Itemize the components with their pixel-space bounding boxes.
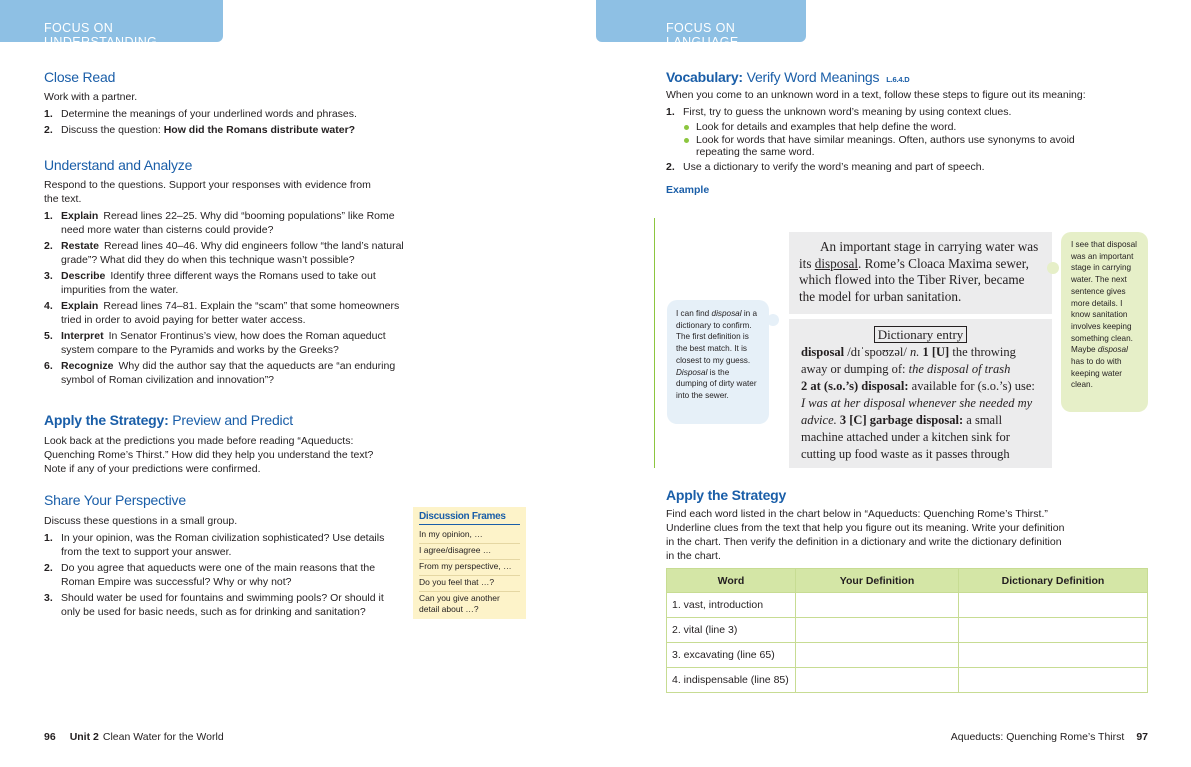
footer-left <box>44 731 224 743</box>
discussion-item: 2. Do you agree that aqueducts were one of the main reasons that the Roman Empire was successful? Why or why not? <box>44 562 376 588</box>
example-passage: An important stage in carrying water was its disposal. Rome’s Cloaca Maxima sewer, which flowed into the Tiber River, became the model for urban sanitation. <box>789 232 1052 314</box>
discussion-item: 3. Should water be used for fountains and swimming pools? Or should it only be used for basic needs, such as for drinking and sanitation? <box>44 592 384 618</box>
vocab-intro: When you come to an unknown word in a text, follow these steps to figure out its meaning: <box>666 89 1086 101</box>
question-item: 1. Explain Reread lines 22–25. Why did “booming populations” like Rome need more water than cisterns could provide? <box>44 210 395 236</box>
col-header-word: Word <box>667 569 796 593</box>
frame-item: Do you feel that …? <box>419 576 520 592</box>
chart-header-row <box>667 569 1148 593</box>
dictionary-definition-cell[interactable] <box>959 593 1148 618</box>
dictionary-definition-cell[interactable] <box>959 643 1148 668</box>
word-cell: 2. vital (line 3) <box>667 618 796 643</box>
frame-item: From my perspective, … <box>419 560 520 576</box>
dictionary-definition-cell[interactable] <box>959 668 1148 693</box>
question-item: 3. Describe Identify three different ways the Romans used to take out impurities from the water. <box>44 270 376 296</box>
note-connector-right <box>1047 262 1059 274</box>
question-item: 4. Explain Reread lines 74–81. Explain the “scam” that some homeowners tried in order to avoid paying for better water access. <box>44 300 400 326</box>
dictionary-definition-cell[interactable] <box>959 618 1148 643</box>
think-aloud-note-right: I see that disposal was an important stage in carrying water. The next sentence gives more details. I know sanitation involves keeping something clean. Maybe disposal has to do with keeping water clean. <box>1061 232 1148 412</box>
close-read-item: 2. Discuss the question: How did the Romans distribute water? <box>44 124 356 136</box>
apply-strategy-heading: Apply the Strategy <box>666 487 787 503</box>
question-item: 5. Interpret In Senator Frontinus’s view, how does the Roman aqueduct system compare to the Pyramids and works by the Greeks? <box>44 330 386 356</box>
think-aloud-note-left: I can find disposal in a dictionary to confirm. The first definition is the best match. It is closest to my guess. Disposal is the dumping of dirty water into the sewer. <box>667 300 769 424</box>
example-label: Example <box>666 183 710 196</box>
word-cell: 4. indispensable (line 85) <box>667 668 796 693</box>
note-connector-left <box>767 314 779 326</box>
example-rule <box>654 218 655 468</box>
table-row <box>667 618 1148 643</box>
vocabulary-chart <box>666 568 1148 693</box>
col-header-dictionary-definition: Dictionary Definition <box>959 569 1148 593</box>
page-number-left: 96 <box>44 731 56 743</box>
apply-strategy-text: Find each word listed in the chart below in “Aqueducts: Quenching Rome’s Thirst.” Underline clues from the text that help you figure out its meaning. Write your definition in the chart. Then verify the definition in a dictionary and write the dictionary definition in the chart. <box>666 508 1065 562</box>
your-definition-cell[interactable] <box>796 618 959 643</box>
word-cell: 1. vast, introduction <box>667 593 796 618</box>
understand-intro: Respond to the questions. Support your responses with evidence from the text. <box>44 179 371 205</box>
question-item: 2. Restate Reread lines 40–46. Why did engineers follow “the land’s natural grade”? What did they do when this technique wasn’t possible? <box>44 240 404 266</box>
close-read-item: 1. Determine the meanings of your underlined words and phrases. <box>44 108 357 120</box>
standard-code: L.6.4.D <box>886 75 910 84</box>
discussion-item: 1. In your opinion, was the Roman civilization sophisticated? Use details from the text to support your answer. <box>44 532 385 558</box>
close-read-intro: Work with a partner. <box>44 91 138 103</box>
apply-preview-section <box>44 412 389 476</box>
col-header-your-definition: Your Definition <box>796 569 959 593</box>
apply-strategy-section <box>666 487 1066 563</box>
frame-item: I agree/disagree … <box>419 544 520 560</box>
vocab-heading: Vocabulary: Verify Word Meanings L.6.4.D <box>666 69 910 85</box>
word-cell: 3. excavating (line 65) <box>667 643 796 668</box>
dictionary-entry-box: Dictionary entry disposal /dɪˈspoʊzəl/ n. 1 [U] the throwing away or dumping of: the disposal of trash 2 at (s.o.’s) disposal: available for (s.o.’s) use: I was at her disposal whenever she needed my advice. 3 [C] garbage disposal: a small machine attached under a kitchen sink for cutting up food waste as it passes through <box>789 319 1052 468</box>
table-row <box>667 668 1148 693</box>
page-number-right: 97 <box>1136 731 1148 743</box>
section-tab-language: FOCUS ON LANGUAGE <box>596 0 806 42</box>
discussion-frames-box <box>413 507 526 619</box>
your-definition-cell[interactable] <box>796 593 959 618</box>
unit-label: Unit 2 <box>69 731 99 743</box>
apply-preview-text: Look back at the predictions you made before reading “Aqueducts: Quenching Rome’s Thirst.” How did they help you understand the text? Note if any of your predictions were confirmed. <box>44 435 374 475</box>
table-row <box>667 643 1148 668</box>
section-tab-understanding: FOCUS ON UNDERSTANDING <box>0 0 223 42</box>
vocab-bullet: Look for words that have similar meanings. Often, authors use synonyms to avoid repeating the same word. <box>666 134 1096 159</box>
close-read-heading: Close Read <box>44 69 116 85</box>
share-heading: Share Your Perspective <box>44 492 186 508</box>
understand-heading: Understand and Analyze <box>44 157 193 173</box>
vocab-step: 2. Use a dictionary to verify the word’s meaning and part of speech. <box>666 160 985 173</box>
your-definition-cell[interactable] <box>796 643 959 668</box>
frame-item: Can you give another detail about …? <box>419 593 500 614</box>
share-perspective-section <box>44 492 389 621</box>
question-item: 6. Recognize Why did the author say that the aqueducts are “an enduring symbol of Roman civilization and innovation”? <box>44 360 396 386</box>
share-intro: Discuss these questions in a small group. <box>44 515 238 527</box>
footer-right <box>951 731 1148 743</box>
underlined-word: disposal <box>814 255 858 271</box>
apply-preview-heading: Apply the Strategy: Preview and Predict <box>44 412 293 428</box>
vocab-step: 1. First, try to guess the unknown word’s meaning by using context clues. <box>666 106 1012 118</box>
vocab-section <box>666 69 1136 197</box>
understand-analyze-section <box>44 157 406 389</box>
close-read-section <box>44 69 414 139</box>
vocab-bullet: Look for details and examples that help define the word. <box>666 121 1086 134</box>
selection-title: Aqueducts: Quenching Rome’s Thirst <box>950 731 1125 743</box>
frame-item: In my opinion, … <box>419 528 520 544</box>
discussion-frames-title: Discussion Frames <box>419 511 520 525</box>
your-definition-cell[interactable] <box>796 668 959 693</box>
table-row <box>667 593 1148 618</box>
unit-title: Clean Water for the World <box>102 731 224 743</box>
dictionary-entry-heading: Dictionary entry <box>801 326 1040 344</box>
